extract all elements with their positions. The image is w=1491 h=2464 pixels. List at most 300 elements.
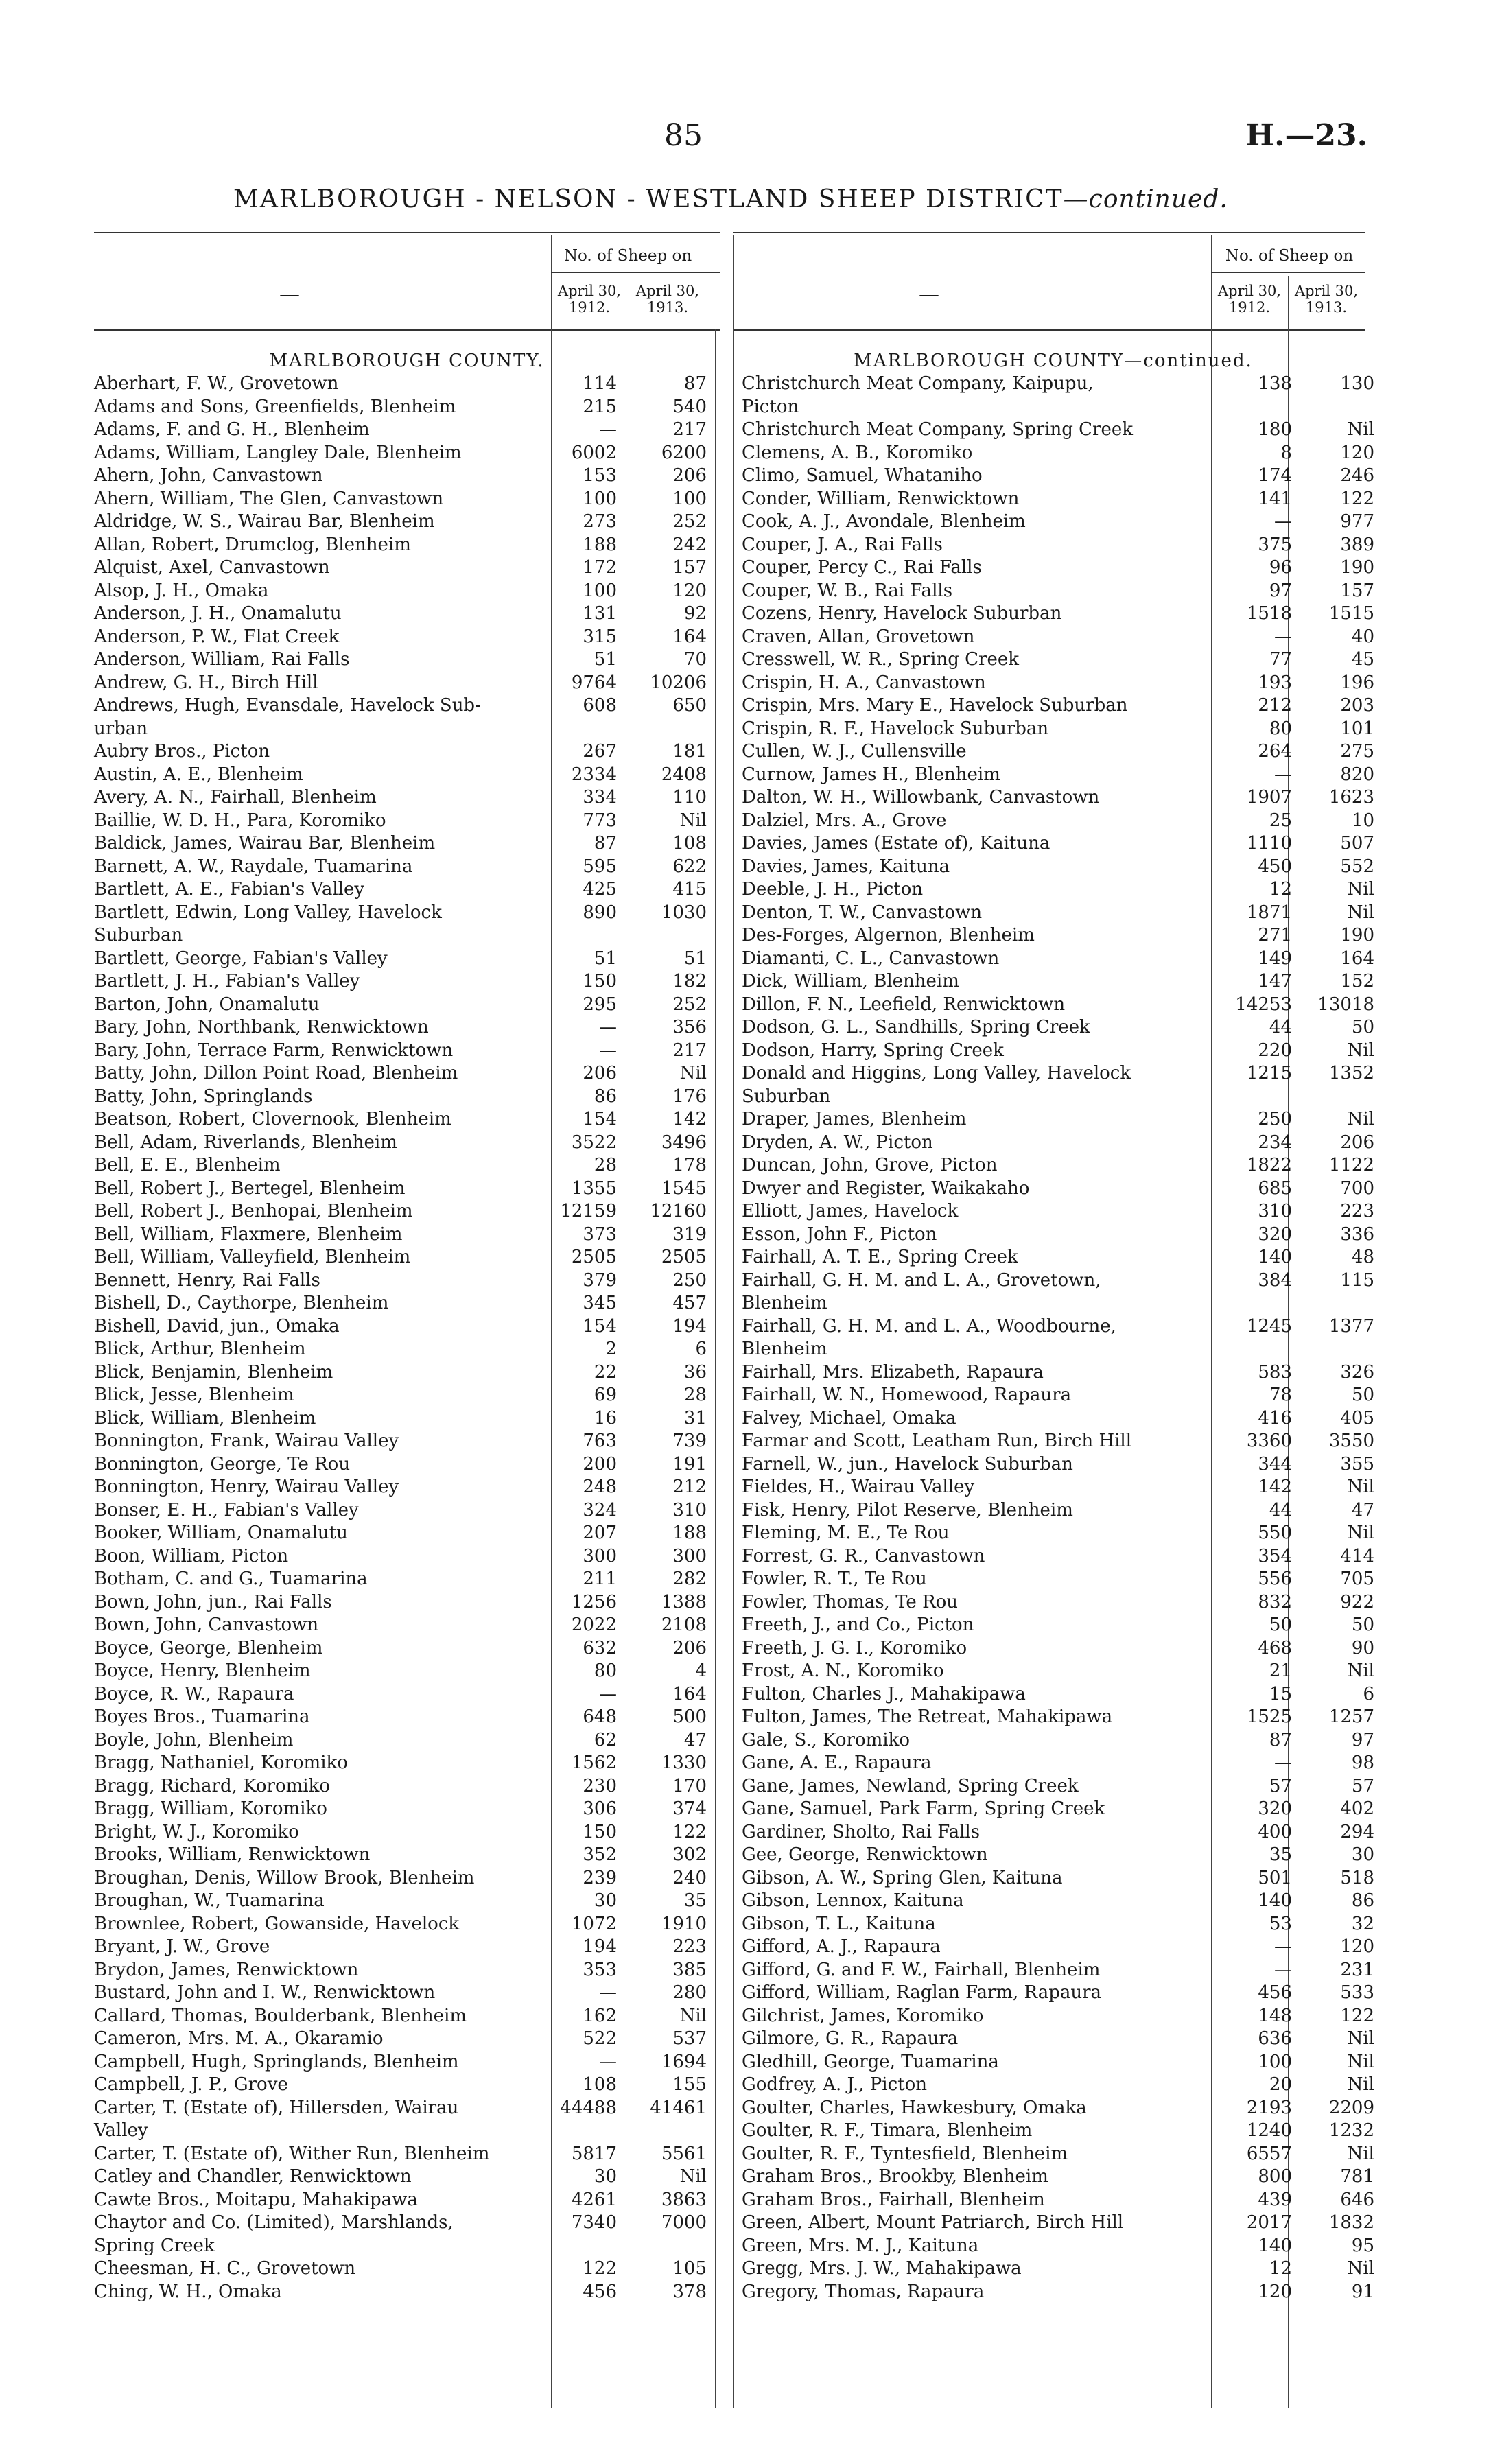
table-row bbox=[94, 1706, 720, 1729]
owner-name: Fulton, James, The Retreat, Mahakipawa bbox=[742, 1706, 1113, 1727]
owner-name: Adams and Sons, Greenfields, Blenheim bbox=[94, 396, 456, 417]
sheep-1913: 622 bbox=[672, 856, 707, 877]
owner-name: Bell, Robert J., Bertegel, Blenheim bbox=[94, 1177, 406, 1199]
sheep-1912: 28 bbox=[594, 1155, 617, 1175]
sheep-1912: 77 bbox=[1269, 649, 1292, 670]
owner-name: Gregg, Mrs. J. W., Mahakipawa bbox=[742, 2258, 1022, 2279]
sheep-1912: 583 bbox=[1258, 1361, 1292, 1383]
sheep-1912: 1822 bbox=[1246, 1155, 1292, 1175]
sheep-1913: Nil bbox=[1347, 2143, 1374, 2164]
sheep-1912: 100 bbox=[583, 488, 617, 509]
table-row bbox=[742, 970, 1374, 994]
table-row bbox=[742, 1016, 1374, 1040]
sheep-1913: 97 bbox=[1351, 1729, 1374, 1750]
sheep-1913: 217 bbox=[672, 419, 707, 440]
table-row bbox=[742, 694, 1374, 718]
owner-name: Fairhall, G. H. M. and L. A., Grovetown, bbox=[742, 1269, 1101, 1291]
sheep-1912: 206 bbox=[583, 1063, 617, 1083]
owner-name: Gardiner, Sholto, Rai Falls bbox=[742, 1821, 981, 1842]
header-bottom-rule bbox=[733, 329, 1365, 331]
sheep-1912: 194 bbox=[583, 1936, 617, 1957]
sheep-1912: 16 bbox=[594, 1407, 617, 1429]
sheep-1912: 230 bbox=[583, 1775, 617, 1796]
sheep-1913: 194 bbox=[672, 1315, 707, 1337]
sheep-1912: 212 bbox=[1258, 695, 1292, 716]
table-row bbox=[742, 994, 1374, 1017]
sheep-1912: 15 bbox=[1269, 1683, 1292, 1704]
owner-name: Draper, James, Blenheim bbox=[742, 1109, 967, 1129]
table-row bbox=[94, 2051, 720, 2074]
table-row bbox=[742, 2143, 1374, 2166]
sheep-1912: 69 bbox=[594, 1385, 617, 1405]
sheep-1912: 425 bbox=[583, 879, 617, 900]
sheep-1913: 300 bbox=[672, 1545, 707, 1567]
table-row bbox=[94, 902, 720, 925]
owner-name: Anderson, William, Rai Falls bbox=[94, 649, 350, 670]
sheep-1912: 141 bbox=[1258, 488, 1292, 509]
sheep-1912: 97 bbox=[1269, 580, 1292, 601]
table-row bbox=[742, 948, 1374, 971]
table-row bbox=[742, 1338, 1365, 1361]
sheep-1912: 1110 bbox=[1246, 833, 1292, 854]
owner-name: Carter, T. (Estate of), Wither Run, Blenheim bbox=[94, 2143, 490, 2164]
sheep-1913: 533 bbox=[1340, 1982, 1374, 2003]
owner-name: Fairhall, A. T. E., Spring Creek bbox=[742, 1247, 1018, 1267]
sheep-1912: 1256 bbox=[571, 1591, 617, 1612]
table-row bbox=[94, 1292, 720, 1315]
table-row bbox=[742, 1361, 1374, 1385]
sheep-1913: 302 bbox=[672, 1844, 707, 1865]
table-row bbox=[94, 1200, 720, 1223]
table-row bbox=[742, 1706, 1374, 1729]
sheep-1912: 450 bbox=[1258, 856, 1292, 877]
sheep-1913: 206 bbox=[672, 465, 707, 486]
sheep-1912: 384 bbox=[1258, 1269, 1292, 1291]
sheep-1913: 206 bbox=[1340, 1131, 1374, 1153]
sheep-1913: 120 bbox=[1340, 1936, 1374, 1957]
sheep-1913: Nil bbox=[1347, 419, 1374, 440]
sheep-1912: 353 bbox=[583, 1959, 617, 1980]
table-row bbox=[94, 2281, 720, 2304]
sheep-1912: 172 bbox=[583, 557, 617, 578]
table-row bbox=[742, 1269, 1374, 1293]
table-row bbox=[94, 1637, 720, 1661]
owner-name: Fulton, Charles J., Mahakipawa bbox=[742, 1683, 1026, 1704]
sheep-1912: 6557 bbox=[1246, 2143, 1292, 2164]
table-row bbox=[742, 534, 1374, 557]
table-row bbox=[94, 1522, 720, 1545]
owner-name: Elliott, James, Havelock bbox=[742, 1201, 959, 1221]
sheep-1913: 122 bbox=[1340, 488, 1374, 509]
owner-name: Craven, Allan, Grovetown bbox=[742, 626, 975, 647]
sheep-1912: 1907 bbox=[1246, 787, 1292, 808]
owner-name: Adams, William, Langley Dale, Blenheim bbox=[94, 442, 462, 463]
table-row bbox=[94, 1131, 720, 1155]
table-row bbox=[94, 1016, 720, 1040]
sheep-1913: 120 bbox=[672, 580, 707, 601]
table-row bbox=[742, 1223, 1374, 1247]
sheep-1913: 310 bbox=[672, 1499, 707, 1521]
table-row bbox=[742, 556, 1374, 580]
sheep-1913: 374 bbox=[672, 1798, 707, 1819]
owner-name: Boyce, George, Blenheim bbox=[94, 1637, 323, 1658]
table-row bbox=[742, 2028, 1374, 2051]
sheep-1912: 264 bbox=[1258, 741, 1292, 762]
owner-name: Farmar and Scott, Leatham Run, Birch Hill bbox=[742, 1431, 1132, 1451]
sheep-1912: 120 bbox=[1258, 2281, 1292, 2302]
owner-name: Fieldes, H., Wairau Valley bbox=[742, 1477, 975, 1497]
sheep-1912: 12 bbox=[1269, 879, 1292, 900]
table-row bbox=[742, 1867, 1374, 1890]
table-row bbox=[742, 878, 1374, 902]
owner-name: Gibson, T. L., Kaituna bbox=[742, 1913, 936, 1934]
header-group-label: No. of Sheep on bbox=[1225, 247, 1354, 265]
table-row bbox=[94, 602, 720, 626]
table-row bbox=[94, 396, 720, 419]
sheep-1912: 53 bbox=[1269, 1913, 1292, 1934]
owner-name: Ching, W. H., Omaka bbox=[94, 2281, 282, 2302]
sheep-1913: 50 bbox=[1351, 1615, 1374, 1635]
owner-name: Blick, Benjamin, Blenheim bbox=[94, 1361, 333, 1383]
sheep-1912: 550 bbox=[1258, 1523, 1292, 1543]
sheep-1913: 1910 bbox=[661, 1913, 707, 1934]
owner-name: Gibson, A. W., Spring Glen, Kaituna bbox=[742, 1867, 1063, 1888]
sheep-1913: 98 bbox=[1351, 1752, 1374, 1773]
owner-name: Andrew, G. H., Birch Hill bbox=[94, 672, 318, 693]
table-row bbox=[94, 1154, 720, 1177]
sheep-1913: 242 bbox=[672, 534, 707, 555]
owner-name: Goulter, R. F., Timara, Blenheim bbox=[742, 2120, 1033, 2141]
sheep-1913: Nil bbox=[679, 810, 707, 831]
sheep-1913: 326 bbox=[1340, 1361, 1374, 1383]
sheep-1913: 415 bbox=[672, 879, 707, 900]
sheep-1912: 193 bbox=[1258, 672, 1292, 693]
sheep-1912: 373 bbox=[583, 1223, 617, 1245]
owner-name: Crispin, Mrs. Mary E., Havelock Suburban bbox=[742, 695, 1128, 716]
table-row bbox=[94, 810, 720, 833]
sheep-1913: 250 bbox=[672, 1269, 707, 1291]
table-row bbox=[94, 764, 720, 787]
owner-name: Bartlett, A. E., Fabian's Valley bbox=[94, 879, 365, 900]
table-row bbox=[742, 1200, 1374, 1223]
sheep-1913: Nil bbox=[679, 2166, 707, 2187]
owner-name: Gifford, A. J., Rapaura bbox=[742, 1936, 941, 1957]
owner-name: Green, Mrs. M. J., Kaituna bbox=[742, 2235, 979, 2256]
sheep-1912: 1215 bbox=[1246, 1063, 1292, 1083]
owner-name: Blenheim bbox=[742, 1293, 827, 1313]
sheep-1913: 500 bbox=[672, 1706, 707, 1727]
sheep-1913: 12160 bbox=[650, 1201, 707, 1221]
owner-name: Gane, A. E., Rapaura bbox=[742, 1752, 932, 1773]
owner-name: Gifford, G. and F. W., Fairhall, Blenheim bbox=[742, 1959, 1101, 1980]
owner-name: Crispin, R. F., Havelock Suburban bbox=[742, 718, 1049, 739]
column-header bbox=[94, 235, 720, 331]
table-row bbox=[94, 1361, 720, 1385]
sheep-1912: — bbox=[599, 2051, 617, 2072]
table-row bbox=[94, 373, 720, 396]
sheep-1912: 271 bbox=[1258, 925, 1292, 946]
table-row bbox=[742, 2097, 1374, 2120]
sheep-1913: 3550 bbox=[1328, 1431, 1374, 1451]
owner-name: Batty, John, Springlands bbox=[94, 1086, 313, 1107]
sheep-1912: 207 bbox=[583, 1523, 617, 1543]
owner-name: Carter, T. (Estate of), Hillersden, Wairau bbox=[94, 2097, 459, 2118]
table-row bbox=[742, 1292, 1365, 1315]
owner-name: Chaytor and Co. (Limited), Marshlands, bbox=[94, 2212, 454, 2233]
sheep-1913: 507 bbox=[1340, 833, 1374, 854]
sheep-1913: 32 bbox=[1351, 1913, 1374, 1934]
sheep-1912: 1355 bbox=[571, 1177, 617, 1199]
table-row bbox=[94, 511, 720, 534]
sheep-1913: 191 bbox=[672, 1453, 707, 1475]
sheep-1912: 150 bbox=[583, 1821, 617, 1842]
table-row bbox=[94, 994, 720, 1017]
sheep-1912: 80 bbox=[1269, 718, 1292, 739]
sheep-1913: 1122 bbox=[1328, 1155, 1374, 1175]
table-row bbox=[742, 718, 1374, 741]
table-row bbox=[742, 1040, 1374, 1063]
owner-name: Graham Bros., Fairhall, Blenheim bbox=[742, 2189, 1045, 2210]
sheep-1912: 57 bbox=[1269, 1775, 1292, 1796]
sheep-1912: 2 bbox=[605, 1339, 617, 1359]
table-row bbox=[94, 2166, 720, 2189]
sheep-1912: 306 bbox=[583, 1798, 617, 1819]
top-rule bbox=[733, 232, 1365, 233]
table-row bbox=[742, 602, 1374, 626]
table-row bbox=[94, 672, 720, 695]
sheep-1912: 7340 bbox=[571, 2212, 617, 2233]
table-row bbox=[94, 1568, 720, 1591]
table-row bbox=[94, 924, 720, 948]
header-dash: — bbox=[919, 283, 939, 307]
table-row bbox=[742, 924, 1374, 948]
sheep-1913: 31 bbox=[683, 1407, 707, 1429]
sheep-1912: 44 bbox=[1269, 1499, 1292, 1521]
sheep-1913: 90 bbox=[1351, 1637, 1374, 1658]
owner-name: Couper, Percy C., Rai Falls bbox=[742, 557, 982, 578]
sheep-1913: 739 bbox=[672, 1431, 707, 1451]
table-row bbox=[94, 1407, 720, 1431]
sheep-1913: 231 bbox=[1340, 1959, 1374, 1980]
owner-name: Catley and Chandler, Renwicktown bbox=[94, 2166, 412, 2187]
owner-name: Graham Bros., Brookby, Blenheim bbox=[742, 2166, 1048, 2187]
sheep-1912: 1240 bbox=[1246, 2120, 1292, 2141]
table-row bbox=[94, 488, 720, 511]
table-row bbox=[94, 1752, 720, 1775]
owner-name: Gane, James, Newland, Spring Creek bbox=[742, 1775, 1079, 1796]
table-row bbox=[742, 1844, 1374, 1867]
header-dash: — bbox=[279, 283, 300, 307]
sheep-1913: 6 bbox=[1363, 1683, 1374, 1704]
sheep-1912: 140 bbox=[1258, 2235, 1292, 2256]
sheep-1913: 650 bbox=[672, 695, 707, 716]
table-row bbox=[742, 1821, 1374, 1844]
sheep-1912: 108 bbox=[583, 2074, 617, 2095]
sheep-1913: 50 bbox=[1351, 1385, 1374, 1405]
owner-name: Aldridge, W. S., Wairau Bar, Blenheim bbox=[94, 511, 435, 532]
owner-name: Barnett, A. W., Raydale, Tuamarina bbox=[94, 856, 413, 877]
sheep-1912: — bbox=[1274, 764, 1292, 785]
sheep-1913: 414 bbox=[1340, 1545, 1374, 1567]
owner-name: Des-Forges, Algernon, Blenheim bbox=[742, 925, 1035, 946]
owner-name: Cozens, Henry, Havelock Suburban bbox=[742, 603, 1062, 624]
table-row bbox=[742, 2051, 1374, 2074]
sheep-1912: 400 bbox=[1258, 1821, 1292, 1842]
table-row bbox=[94, 1315, 720, 1339]
table-row bbox=[742, 488, 1374, 511]
sheep-1913: Nil bbox=[1347, 1661, 1374, 1681]
sheep-1912: 354 bbox=[1258, 1545, 1292, 1567]
table-row bbox=[742, 786, 1374, 810]
table-row bbox=[94, 626, 720, 649]
owner-name: Brooks, William, Renwicktown bbox=[94, 1844, 371, 1865]
owner-name: Couper, W. B., Rai Falls bbox=[742, 580, 953, 601]
sheep-1913: 108 bbox=[672, 833, 707, 854]
owner-name: Davies, James (Estate of), Kaituna bbox=[742, 833, 1050, 854]
table-row bbox=[94, 1086, 720, 1109]
owner-name: Allan, Robert, Drumclog, Blenheim bbox=[94, 534, 411, 555]
table-row bbox=[94, 1269, 720, 1293]
owner-name: Campbell, Hugh, Springlands, Blenheim bbox=[94, 2051, 459, 2072]
owner-name: Cresswell, W. R., Spring Creek bbox=[742, 649, 1019, 670]
owner-name: Fowler, R. T., Te Rou bbox=[742, 1569, 927, 1589]
sheep-1913: 518 bbox=[1340, 1867, 1374, 1888]
table-row bbox=[94, 1844, 720, 1867]
sheep-1913: 47 bbox=[1351, 1499, 1374, 1521]
table-row bbox=[94, 1614, 720, 1637]
sheep-1913: 355 bbox=[1340, 1453, 1374, 1475]
table-row bbox=[94, 2005, 720, 2028]
table-row bbox=[94, 1775, 720, 1798]
sheep-1913: 2505 bbox=[661, 1247, 707, 1267]
owner-name: Blick, William, Blenheim bbox=[94, 1407, 316, 1429]
table-row bbox=[94, 1246, 720, 1269]
owner-name: Callard, Thomas, Boulderbank, Blenheim bbox=[94, 2005, 467, 2026]
owner-name: Avery, A. N., Fairhall, Blenheim bbox=[94, 787, 377, 808]
sheep-1913: 252 bbox=[672, 994, 707, 1015]
table-row bbox=[742, 1660, 1374, 1683]
table-row bbox=[94, 1660, 720, 1683]
owner-name: Davies, James, Kaituna bbox=[742, 856, 950, 877]
sheep-1912: 51 bbox=[594, 948, 617, 969]
owner-name: Cullen, W. J., Cullensville bbox=[742, 741, 967, 762]
sheep-1913: 13018 bbox=[1317, 994, 1374, 1015]
table-row bbox=[94, 442, 720, 465]
sheep-1913: 91 bbox=[1351, 2281, 1374, 2302]
table-row bbox=[742, 1591, 1374, 1615]
table-row bbox=[94, 1384, 720, 1407]
sheep-1912: 87 bbox=[1269, 1729, 1292, 1750]
sheep-1912: 149 bbox=[1258, 948, 1292, 969]
sheep-1912: 153 bbox=[583, 465, 617, 486]
owner-name: Godfrey, A. J., Picton bbox=[742, 2074, 927, 2095]
sheep-1913: 402 bbox=[1340, 1798, 1374, 1819]
table-row bbox=[742, 1154, 1374, 1177]
owner-name: Beatson, Robert, Clovernook, Blenheim bbox=[94, 1109, 451, 1129]
owner-name: Andrews, Hugh, Evansdale, Havelock Sub- bbox=[94, 695, 481, 716]
sheep-1912: 44488 bbox=[560, 2097, 617, 2118]
sheep-1912: — bbox=[1274, 626, 1292, 647]
owner-name: Alquist, Axel, Canvastown bbox=[94, 557, 330, 578]
sheep-1913: 212 bbox=[672, 1477, 707, 1497]
header-1912: April 30, 1912. bbox=[557, 283, 622, 316]
column-header bbox=[733, 235, 1365, 331]
sheep-1912: 1072 bbox=[571, 1913, 617, 1934]
table-row bbox=[742, 419, 1374, 442]
table-row bbox=[742, 1982, 1374, 2005]
table-row bbox=[742, 2211, 1374, 2235]
sheep-1913: 51 bbox=[683, 948, 707, 969]
sheep-1913: 181 bbox=[672, 741, 707, 762]
table-row bbox=[742, 1775, 1374, 1798]
table-row bbox=[742, 1798, 1374, 1821]
table-row bbox=[742, 1522, 1374, 1545]
table-row bbox=[94, 1476, 720, 1499]
owner-name: Couper, J. A., Rai Falls bbox=[742, 534, 943, 555]
sheep-1912: 300 bbox=[583, 1545, 617, 1567]
sheep-1912: 1518 bbox=[1246, 603, 1292, 624]
sheep-1912: 131 bbox=[583, 603, 617, 624]
table-row bbox=[94, 1867, 720, 1890]
sheep-1912: 5817 bbox=[571, 2143, 617, 2164]
sheep-1913: 105 bbox=[672, 2258, 707, 2279]
owner-name: Goulter, Charles, Hawkesbury, Omaka bbox=[742, 2097, 1087, 2118]
owner-name: Botham, C. and G., Tuamarina bbox=[94, 1569, 368, 1589]
sheep-1913: 95 bbox=[1351, 2235, 1374, 2256]
owner-name: Duncan, John, Grove, Picton bbox=[742, 1155, 998, 1175]
sheep-1912: 154 bbox=[583, 1315, 617, 1337]
sheep-1912: 456 bbox=[1258, 1982, 1292, 2003]
owner-name: Climo, Samuel, Whataniho bbox=[742, 465, 983, 486]
table-row bbox=[742, 2074, 1374, 2097]
table-row bbox=[94, 832, 720, 856]
sheep-1913: 1623 bbox=[1328, 787, 1374, 808]
table-row bbox=[742, 1729, 1374, 1752]
sheep-1912: 14253 bbox=[1235, 994, 1292, 1015]
owner-name: Blick, Jesse, Blenheim bbox=[94, 1385, 294, 1405]
owner-name: Green, Albert, Mount Patriarch, Birch Hill bbox=[742, 2212, 1124, 2233]
sheep-1912: 608 bbox=[583, 695, 617, 716]
sheep-1913: Nil bbox=[1347, 902, 1374, 923]
table-row bbox=[742, 626, 1374, 649]
sheep-1912: 267 bbox=[583, 741, 617, 762]
sheep-1913: 2209 bbox=[1328, 2097, 1374, 2118]
owner-name: Cheesman, H. C., Grovetown bbox=[94, 2258, 356, 2279]
sheep-1913: 1377 bbox=[1328, 1315, 1374, 1337]
sheep-1912: 763 bbox=[583, 1431, 617, 1451]
table-row bbox=[94, 2257, 720, 2281]
sheep-1913: 122 bbox=[672, 1821, 707, 1842]
table-row bbox=[94, 1683, 720, 1706]
sheep-1912: 248 bbox=[583, 1477, 617, 1497]
sheep-1912: 1562 bbox=[571, 1752, 617, 1773]
sheep-1913: Nil bbox=[1347, 1109, 1374, 1129]
sheep-1913: 206 bbox=[672, 1637, 707, 1658]
sheep-1913: 10 bbox=[1351, 810, 1374, 831]
page-number: 85 bbox=[664, 118, 703, 153]
table-row bbox=[94, 1062, 720, 1086]
sheep-1913: 28 bbox=[683, 1385, 707, 1405]
sheep-1913: 92 bbox=[683, 603, 707, 624]
sheep-1912: 150 bbox=[583, 971, 617, 992]
sheep-1913: 240 bbox=[672, 1867, 707, 1888]
document-reference: H.—23. bbox=[1245, 118, 1367, 153]
sheep-1913: 48 bbox=[1351, 1247, 1374, 1267]
owner-name: Broughan, W., Tuamarina bbox=[94, 1890, 325, 1911]
table-row bbox=[94, 556, 720, 580]
owner-name: Falvey, Michael, Omaka bbox=[742, 1407, 956, 1429]
sheep-1912: 142 bbox=[1258, 1477, 1292, 1497]
